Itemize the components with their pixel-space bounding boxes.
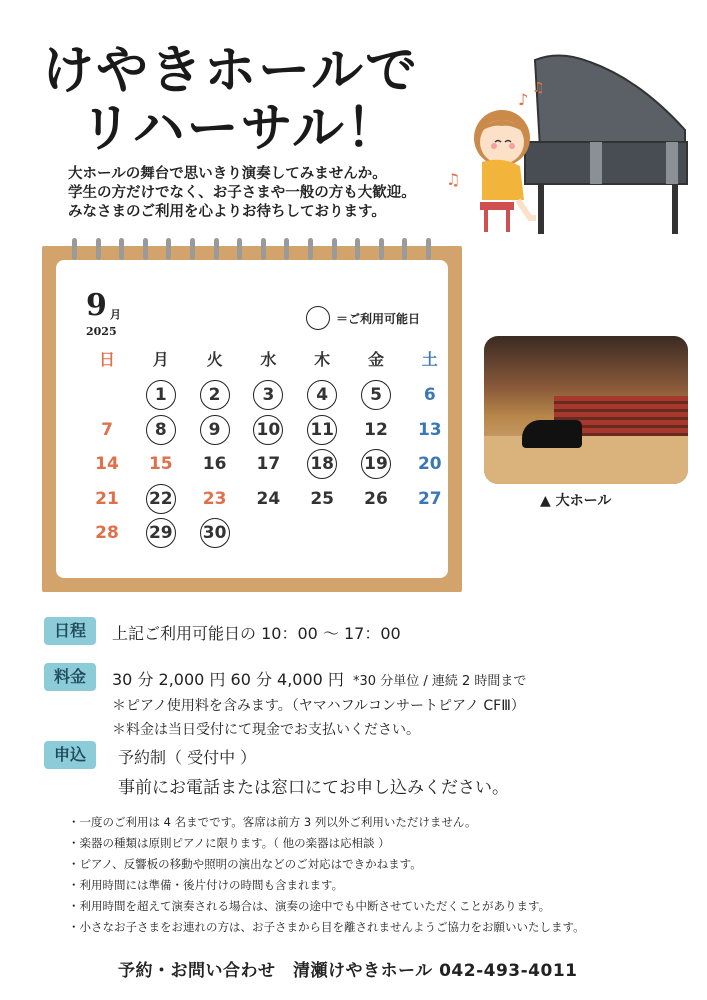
hall-photo [484,336,688,484]
rule-item: ・小さなお子さまをお連れの方は、お子さまから目を離されませんようご協力をお願いいたします。 [68,920,585,934]
title-line-2: リハーサル！ [80,99,400,159]
intro-line: 学生の方だけでなく、お子さまや一般の方も大歓迎。 [68,185,416,201]
apply-line-1: 予約制（ 受付中 ） [118,748,257,767]
calendar-year: 2025 [86,325,117,338]
calendar-ring [426,238,431,260]
weekday-header: 水 [260,350,277,369]
calendar-day: 5 [356,380,396,410]
svg-text:♪: ♪ [518,90,529,109]
calendar-day: 25 [310,488,335,509]
calendar-day: 24 [256,488,281,509]
hall-stage [484,436,688,484]
calendar-ring [143,238,148,260]
svg-text:♫: ♫ [532,80,545,96]
piano-girl-illustration [440,50,690,240]
calendar-day: 9 [195,415,235,445]
calendar-day: 3 [248,380,288,410]
calendar-ring [284,238,289,260]
weekday-header: 月 [152,350,169,369]
calendar-ring [237,238,242,260]
fee-label: 料金 [44,663,96,691]
calendar-day: 10 [248,415,288,445]
calendar-ring [308,238,313,260]
title-line-1: けやきホールで [42,41,419,101]
calendar-day: 16 [202,454,227,474]
calendar-day: 2 [195,380,235,410]
calendar-day: 11 [302,415,342,445]
calendar-day: 14 [95,454,119,474]
calendar-day: 30 [195,518,235,548]
photo-caption: ▲ 大ホール [540,493,612,509]
rule-item: ・利用時間には準備・後片付けの時間も含まれます。 [68,878,344,892]
fee-unit-note: *30 分単位 / 連続 2 時間まで [353,674,527,689]
fee-note-2: ＊料金は当日受付にて現金でお支払いください。 [112,722,420,738]
rule-item: ・ピアノ、反響板の移動や照明の演出などのご対応はできかねます。 [68,857,422,871]
calendar-ring [402,238,407,260]
calendar-day: 12 [364,419,388,440]
weekday-header: 金 [367,350,384,369]
weekday-header: 木 [314,350,331,369]
fee-text [112,667,526,690]
weekday-header: 土 [421,350,438,369]
calendar-day: 19 [356,449,396,479]
calendar-day: 29 [141,518,181,548]
grand-piano-image [522,420,582,448]
calendar-day: 18 [302,449,342,479]
available-legend-label: ＝ご利用可能日 [336,312,421,326]
calendar-ring [214,238,219,260]
calendar-ring [332,238,337,260]
calendar-day: 26 [364,488,388,509]
calendar-day: 23 [202,488,227,509]
calendar-day: 15 [148,454,173,474]
apply-label: 申込 [44,741,96,769]
intro-text [68,165,416,222]
weekday-header: 日 [98,350,115,369]
poster-title [42,42,482,158]
calendar-month: 9 [86,288,107,323]
calendar-day: 1 [141,380,181,410]
schedule-text: 上記ご利用可能日の 10：00 ～ 17：00 [112,624,401,643]
calendar-ring [190,238,195,260]
contact-line: 予約・お問い合わせ 清瀬けやきホール 042-493-4011 [118,961,578,981]
rule-item: ・一度のご利用は 4 名までです。客席は前方 3 列以外ご利用いただけません。 [68,815,477,829]
calendar-ring [261,238,266,260]
calendar-day: 20 [417,454,442,474]
calendar-month-suffix: 月 [110,308,121,321]
intro-line: みなさまのご利用を心よりお待ちしております。 [68,204,386,220]
calendar-day: 13 [417,419,442,440]
rule-item: ・利用時間を超えて演奏される場合は、演奏の途中でも中断させていただくことがあります。 [68,899,551,913]
rule-item: ・楽器の種類は原則ピアノに限ります。（ 他の楽器は応相談 ） [68,836,390,850]
rules-list [68,812,585,938]
calendar-day: 28 [95,523,119,543]
schedule-label: 日程 [44,617,96,645]
calendar-day: 17 [256,454,281,474]
calendar-day: 6 [423,385,436,405]
calendar-day: 27 [417,488,442,509]
fee-note-1: ＊ピアノ使用料を含みます。（ヤマハフルコンサートピアノ CFⅢ） [112,698,525,714]
calendar-ring [119,238,124,260]
fee-price: 30 分 2,000 円 60 分 4,000 円 [112,670,344,689]
calendar-day: 21 [95,488,119,509]
apply-line-2: 事前にお電話または窓口にてお申し込みください。 [118,778,509,798]
available-legend-circle [306,306,330,330]
calendar-ring [96,238,101,260]
svg-text:♫: ♫ [446,170,461,189]
weekday-header: 火 [206,350,223,369]
calendar-day: 7 [101,419,113,440]
calendar-day: 4 [302,380,342,410]
intro-line: 大ホールの舞台で思いきり演奏してみませんか。 [68,166,387,182]
calendar-day: 22 [141,484,181,514]
calendar-ring [72,238,77,260]
calendar-ring [355,238,360,260]
calendar-ring [166,238,171,260]
calendar-day: 8 [141,415,181,445]
calendar-ring [379,238,384,260]
